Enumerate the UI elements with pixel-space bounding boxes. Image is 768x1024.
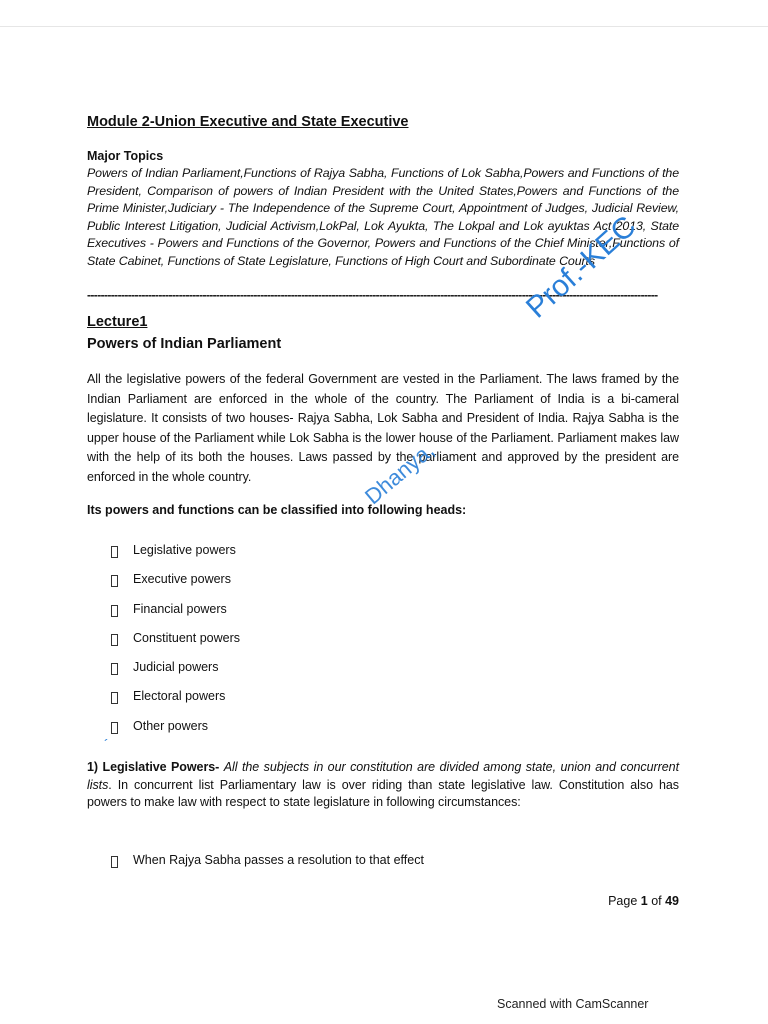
section-title: Powers of Indian Parliament: [87, 336, 282, 352]
list-item-label: Other powers: [133, 718, 209, 733]
bullet-box-icon: [111, 692, 118, 704]
powers-list: [111, 543, 240, 748]
bullet-box-icon: [111, 663, 118, 675]
watermark-mark: ´: [104, 736, 109, 752]
circumstance-label: When Rajya Sabha passes a resolution to that effect: [133, 853, 424, 867]
watermark-text: Prof.-KEC: [520, 209, 643, 325]
major-topics-body: Powers of Indian Parliament,Functions of Rajya Sabha, Functions of Lok Sabha,Powers and Functions of the President, Comparison of powers of Indian President with the United States,Powers and Functions of the Prime Minister,Judiciary - The Independence of the Supreme Court, Appointment of Judges, Judicial Review, Public Interest Litigation, Judicial Activism,LokPal, Lok Ayukta, The Lokpal and Lok ayuktas Act 2013, State Executives - Powers and Functions of the Governor, Powers and Functions of the Chief Minister,Functions of State Cabinet, Functions of State Legislature, Functions of High Court and Subordinate Courts: [87, 166, 679, 268]
list-item-label: Electoral powers: [133, 689, 226, 704]
watermark-tail: Dhanya,: [360, 437, 439, 510]
list-item: [111, 543, 240, 572]
legislative-powers-paragraph: [87, 759, 679, 812]
page-number-middle: of: [647, 894, 666, 908]
legislative-powers-label: 1) Legislative Powers-: [87, 760, 220, 774]
list-item-label: Financial powers: [133, 601, 227, 616]
major-topics-heading: Major Topics: [87, 149, 164, 163]
circumstance-item: [111, 853, 424, 868]
list-item-label: Legislative powers: [133, 543, 236, 557]
page-number-total: 49: [665, 894, 679, 908]
classification-heading: Its powers and functions can be classified into following heads:: [87, 503, 467, 517]
bullet-box-icon: [111, 575, 118, 587]
list-item: [111, 689, 240, 718]
bullet-box-icon: [111, 856, 118, 868]
legislative-powers-text: . In concurrent list Parliamentary law is over riding than state legislative law. Constitution also has powers to make law with respect to state legislature in following circumstances:: [87, 777, 679, 810]
legislative-powers-italic: All the subjects in our constitution are divided among state, union and concurrent lists: [87, 760, 679, 792]
intro-paragraph: All the legislative powers of the federal Government are vested in the Parliament. The laws framed by the Indian Parliament are enforced in the whole of the country. The Parliament of India is a bi-cameral legislature. It consists of two houses- Rajya Sabha, Lok Sabha and President of India. Rajya Sabha is the upper house of the Parliament while Lok Sabha is the lower house of the Parliament. Parliament makes law with the help of its both the houses. Laws passed by the parliament and approved by the president are enforced in the whole country.: [87, 372, 679, 484]
page-number: [608, 894, 679, 908]
list-item-label: Judicial powers: [133, 660, 219, 675]
module-title: Module 2-Union Executive and State Executive: [87, 114, 409, 130]
lecture-heading: Lecture1: [87, 314, 148, 330]
top-border-line: [0, 26, 768, 27]
list-item-label: Constituent powers: [133, 630, 241, 645]
list-item: [111, 572, 240, 601]
list-item: [111, 631, 240, 660]
list-item-label: Executive powers: [133, 572, 231, 587]
scanner-footer: Scanned with CamScanner: [497, 997, 649, 1011]
dashed-separator: ------------------------------------------------------------------------------------------------------------------------------------------------------------------------: [87, 289, 658, 301]
list-item: [111, 660, 240, 689]
bullet-box-icon: [111, 634, 118, 646]
bullet-box-icon: [111, 605, 118, 617]
bullet-box-icon: [111, 722, 118, 734]
page-number-current: 1: [640, 894, 648, 908]
page-number-prefix: Page: [608, 894, 641, 908]
list-item: [111, 602, 240, 631]
list-item: [111, 719, 240, 748]
bullet-box-icon: [111, 546, 118, 558]
